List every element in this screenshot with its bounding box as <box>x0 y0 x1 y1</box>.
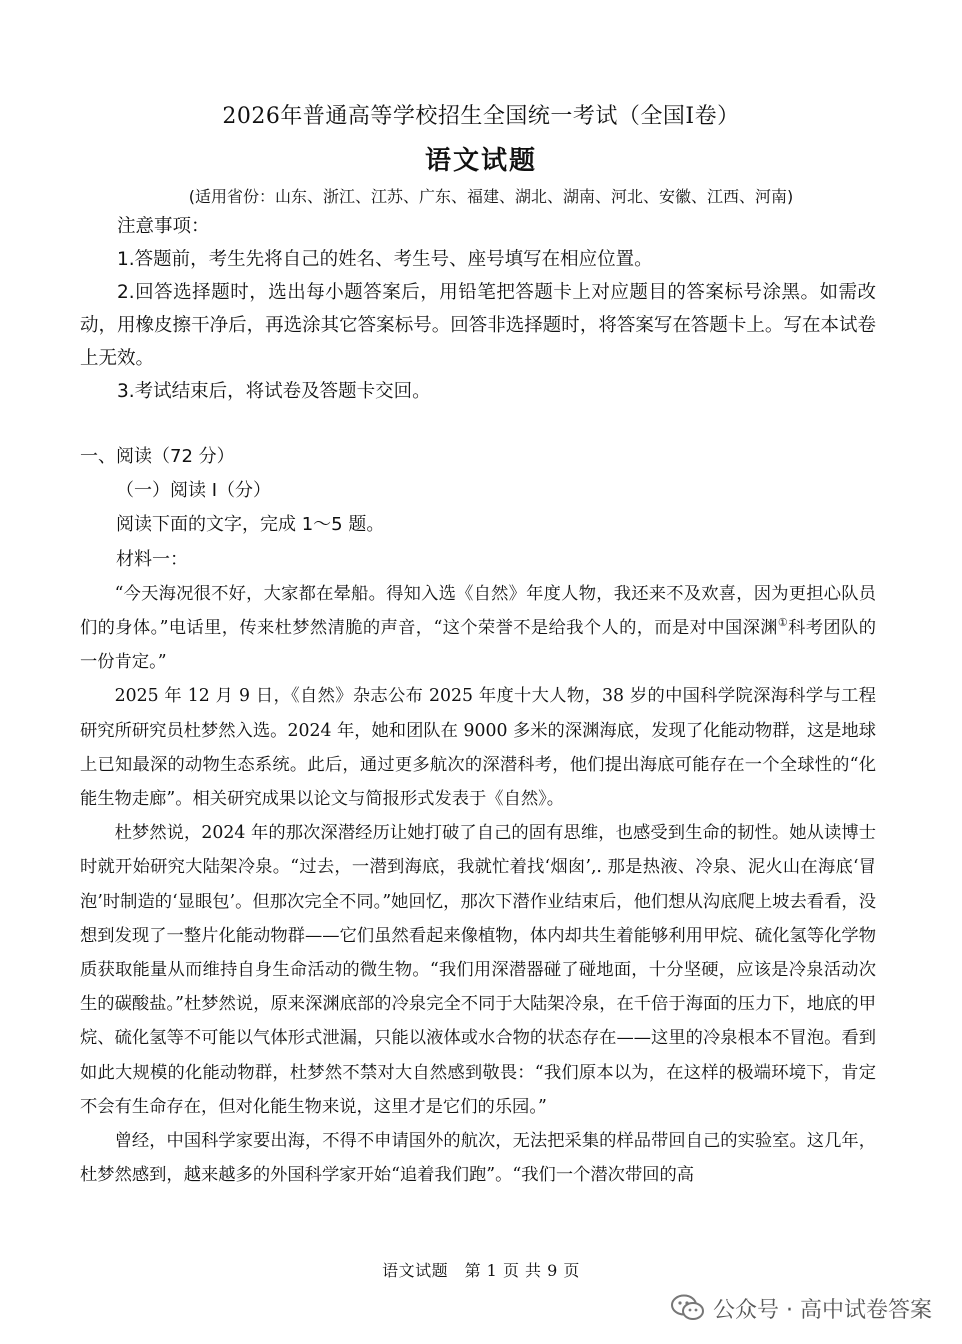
reading-instruction: 阅读下面的文字，完成 1～5 题。 <box>116 514 385 536</box>
paragraph-1 <box>80 577 876 680</box>
wechat-icon <box>671 1294 705 1322</box>
notice-item: 2.回答选择题时，选出每小题答案后，用铅笔把答题卡上对应题目的答案标号涂黑。如需改动，用橡皮擦干净后，再选涂其它答案标号。回答非选择题时，将答案写在答题卡上。写在本试卷上无效。 <box>80 282 876 369</box>
notice-item: 1.答题前，考生先将自己的姓名、考生号、座号填写在相应位置。 <box>117 249 653 270</box>
watermark-text: 公众号 · 高中试卷答案 <box>713 1297 932 1323</box>
page-footer: 语文试题 第 1 页 共 9 页 <box>382 1261 580 1280</box>
footnote-marker: ① <box>777 616 789 630</box>
material-label: 材料一： <box>116 548 188 570</box>
notice-heading: 注意事项： <box>117 216 210 237</box>
applicable-provinces: (适用省份：山东、浙江、江苏、广东、福建、湖北、湖南、河北、安徽、江西、河南) <box>188 187 794 206</box>
paragraph-1-text-b: 科考团队的一份肯定。” <box>80 618 876 673</box>
paragraph-2: 2025 年 12 月 9 日，《自然》杂志公布 2025 年度十大人物，38 岁的中国科学院深海科学与工程研究所研究员杜梦然入选。2024 年，她和团队在 9000 多米的深渊海底，发现了化能动物群，这是地球上已知最深的动物生态系统。此后，通过更多航次的深潜科考，他们提出海底可能存在一个全球性的“化能生物走廊”。相关研究成果以论文与简报形式发表于《自然》。 <box>80 686 876 810</box>
notice-item: 3.考试结束后，将试卷及答题卡交回。 <box>117 381 431 402</box>
notice-section <box>80 210 876 408</box>
subsection-heading: （一）阅读 I（分） <box>116 480 272 502</box>
paragraph-4: 曾经，中国科学家要出海，不得不申请国外的航次，无法把采集的样品带回自己的实验室。这几年，杜梦然感到，越来越多的外国科学家开始“追着我们跑”。“我们一个潜次带回的高 <box>80 1131 876 1186</box>
exam-title: 2026年普通高等学校招生全国统一考试（全国Ⅰ卷） <box>222 104 740 129</box>
section-heading: 一、阅读（72 分） <box>80 446 235 467</box>
watermark <box>671 1290 932 1326</box>
paragraph-3: 杜梦然说，2024 年的那次深潜经历让她打破了自己的固有思维，也感受到生命的韧性。她从读博士时就开始研究大陆架冷泉。“过去，一潜到海底，我就忙着找‘烟囱’,. 那是热液、冷泉、泥火山在海底‘冒泡’时制造的‘显眼包’。但那次完全不同。”她回忆，那次下潜作业结束后，他们想从沟底爬上坡去看看，没想到发现了一整片化能动物群——它们虽然看起来像植物，体内却共生着能够利用甲烷、硫化氢等化学物质获取能量从而维持自身生命活动的微生物。“我们用深潜器碰了碰地面，十分坚硬，应该是冷泉活动次生的碳酸盐。”杜梦然说，原来深渊底部的冷泉完全不同于大陆架冷泉，在千倍于海面的压力下，地底的甲烷、硫化氢等不可能以气体形式泄漏，只能以液体或水合物的状态存在——这里的冷泉根本不冒泡。看到如此大规模的化能动物群，杜梦然不禁对大自然感到敬畏：“我们原本以为，在这样的极端环境下，肯定不会有生命存在，但对化能生物来说，这里才是它们的乐园。” <box>80 823 876 1117</box>
paragraph-1-text-a: “今天海况很不好，大家都在晕船。得知入选《自然》年度人物，我还来不及欢喜，因为更担心队员们的身体。”电话里，传来杜梦然清脆的声音，“这个荣誉不是给我个人的，而是对中国深渊 <box>80 583 876 639</box>
reading-section <box>80 440 876 1192</box>
subject-title: 语文试题 <box>424 146 537 176</box>
